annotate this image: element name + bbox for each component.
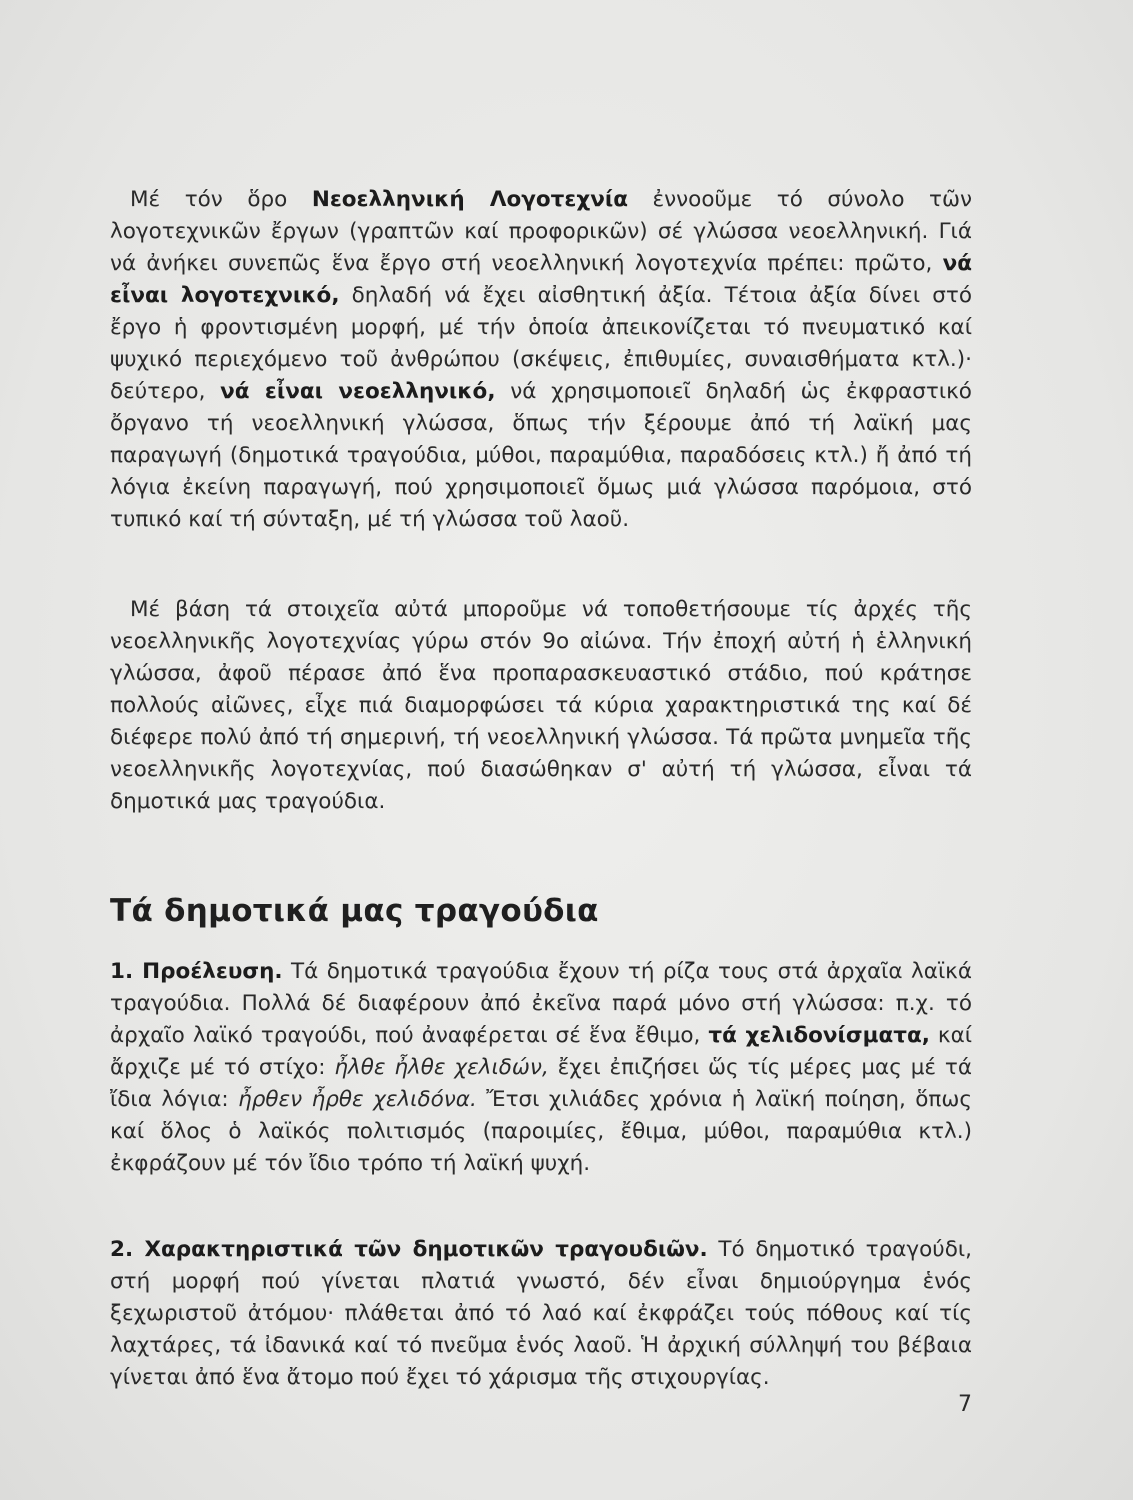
text-run: Τά δημοτικά τραγούδια ἔχουν τή ρίζα τους στά ἀρχαῖα λαϊκά τραγούδια. Πολλά δέ διαφέρουν ἀπό ἐκεῖνα παρά μόνο στή γλώσσα: π.χ. τό ἀρχαῖο λαϊκό τραγούδι, πού ἀναφέρεται σέ ἕνα ἔθιμο, (110, 959, 972, 1048)
text-run: Μέ τόν ὅρο (130, 187, 312, 212)
text-run: ἐννοοῦμε τό σύνολο τῶν λογοτεχνικῶν ἔργων (γραπτῶν καί προφορικῶν) σέ γλώσσα νεοελληνική. Γιά νά ἀνήκει συνεπῶς ἕνα ἔργο στή νεοελληνική λογοτεχνία πρέπει: πρῶτο, (110, 187, 972, 276)
text-run: δηλαδή νά ἔχει αἰσθητική ἀξία. Τέτοια ἀξία δίνει στό ἔργο ἡ φροντισμένη μορφή, μέ τήν ὁποία ἀπεικονίζεται τό πνευματικό καί ψυχικό περιεχόμενο τοῦ ἀνθρώπου (σκέψεις, ἐπιθυμίες, συναισθήματα κτλ.)· δεύτερο, (110, 283, 972, 404)
italic-verse: ἦλθε ἦλθε χελιδών, (334, 1055, 549, 1080)
text-run: νά χρησιμοποιεῖ δηλαδή ὡς ἐκφραστικό ὄργανο τή νεοελληνική γλώσσα, ὅπως τήν ξέρουμε ἀπό τή λαϊκή μας παραγωγή (δημοτικά τραγούδια, μύθοι, παραμύθια, παραδόσεις κτλ.) ἤ ἀπό τή λόγια ἐκείνη παραγωγή, πού χρησιμοποιεῖ ὅμως μιά γλώσσα παρόμοια, στό τυπικό καί τή σύνταξη, μέ τή γλώσσα τοῦ λαοῦ. (110, 379, 972, 532)
text-run: Ἔτσι χιλιάδες χρόνια ἡ λαϊκή ποίηση, ὅπως καί ὅλος ὁ λαϊκός πολιτισμός (παροιμίες, ἔθιμα, μύθοι, παραμύθια κτλ.) ἐκφράζουν μέ τόν ἴδιο τρόπο τή λαϊκή ψυχή. (110, 1087, 973, 1176)
section-characteristics (110, 1234, 972, 1394)
text-run: Τό δημοτικό τραγούδι, στή μορφή πού γίνεται πλατιά γνωστό, δέν εἶναι δημιούργημα ἑνός ξεχωριστοῦ ἀτόμου· πλάθεται ἀπό τό λαό καί ἐκφράζει τούς πόθους καί τίς λαχτάρες, τά ἰδανικά καί τό πνεῦμα ἑνός λαοῦ. Ἡ ἀρχική σύλληψή του βέβαια γίνεται ἀπό ἕνα ἄτομο πού ἔχει τό χάρισμα τῆς στιχουργίας. (110, 1237, 973, 1390)
section-label: 2. Χαρακτηριστικά τῶν δημοτικῶν τραγουδιῶν. (110, 1237, 708, 1262)
section-heading: Τά δημοτικά μας τραγούδια (110, 893, 599, 929)
section-provenance (110, 956, 972, 1180)
text-run: ἔχει ἐπιζήσει ὥς τίς μέρες μας μέ τά ἴδια λόγια: (110, 1055, 972, 1112)
page-number: 7 (958, 1392, 972, 1417)
italic-verse: ἦρθεν ἦρθε χελιδόνα. (238, 1087, 477, 1112)
bold-term: Νεοελληνική Λογοτεχνία (311, 187, 629, 212)
text-run: καί ἄρχιζε μέ τό στίχο: (110, 1023, 973, 1080)
origins-paragraph (110, 594, 972, 818)
section-label: 1. Προέλευση. (110, 959, 283, 984)
intro-paragraph (110, 184, 972, 536)
paragraph-text: Μέ βάση τά στοιχεῖα αὐτά μποροῦμε νά τοποθετήσουμε τίς ἀρχές τῆς νεοελληνικῆς λογοτεχνίας γύρω στόν 9ο αἰώνα. Τήν ἐποχή αὐτή ἡ ἑλληνική γλώσσα, ἀφοῦ πέρασε ἀπό ἕνα προπαρασκευαστικό στάδιο, πού κράτησε πολλούς αἰῶνες, εἶχε πιά διαμορφώσει τά κύρια χαρακτηριστικά της καί δέ διέφερε πολύ ἀπό τή σημερινή, τή νεοελληνική γλώσσα. Τά πρῶτα μνημεῖα τῆς νεοελληνικῆς λογοτεχνίας, πού διασώθηκαν σ' αὐτή τή γλώσσα, εἶναι τά δημοτικά μας τραγούδια. (110, 597, 972, 814)
bold-term: νά εἶναι λογοτεχνικό, (110, 251, 972, 308)
bold-term: νά εἶναι νεοελληνικό, (220, 379, 496, 404)
bold-term: τά χελιδονίσματα, (708, 1023, 930, 1048)
